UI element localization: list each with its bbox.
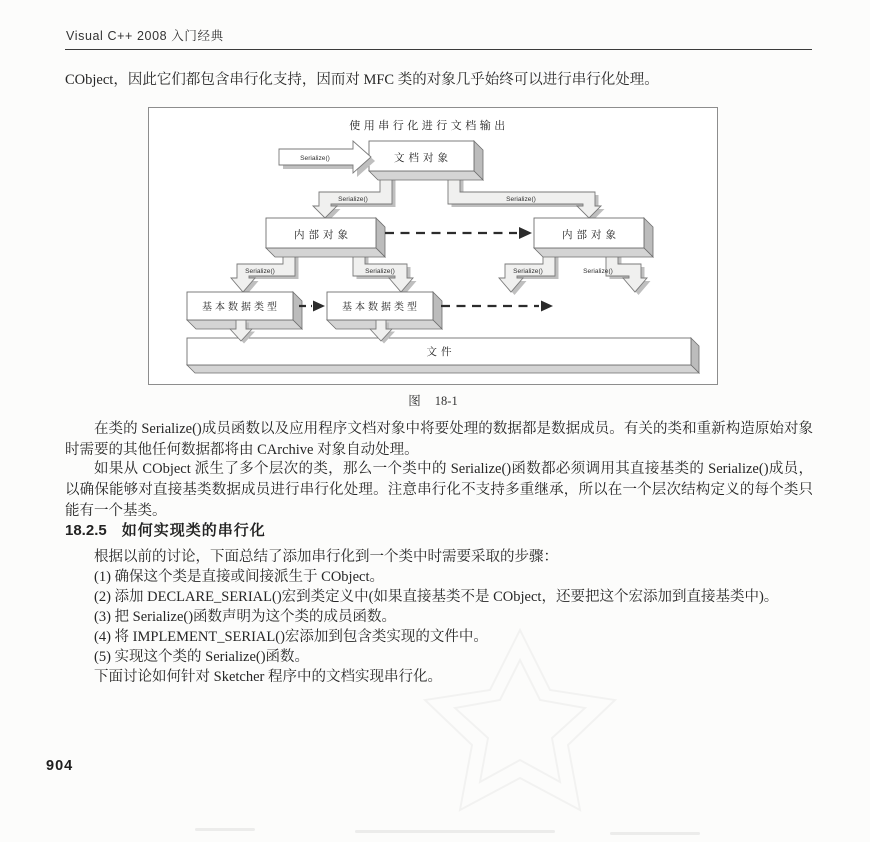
dashed-arrow-basic-mid-continuation: [441, 301, 553, 312]
step-item-5: (5) 实现这个类的 Serialize()函数。: [94, 649, 310, 665]
figure-18-1: [148, 107, 718, 385]
serialize-label: Serialize(): [245, 268, 275, 275]
serialize-label: Serialize(): [583, 268, 613, 275]
node-label: 内部对象: [294, 230, 352, 241]
step-item-4: (4) 将 IMPLEMENT_SERIAL()宏添加到包含类实现的文件中。: [94, 629, 488, 645]
arrow-serialize-into-document: [279, 141, 375, 177]
serialize-label: Serialize(): [338, 196, 368, 203]
node-label: 文件: [426, 347, 456, 358]
node-label: 内部对象: [562, 230, 620, 241]
paragraph-serialize-members: 在类的 Serialize()成员函数以及应用程序文档对象中将要处理的数据都是数据成员。有关的类和重新构造原始对象时需要的其他任何数据都将由 CArchive 对象自动处理。: [65, 421, 813, 458]
section-title: 如何实现类的串行化: [121, 522, 266, 539]
paragraph-cobject-hierarchy: 如果从 CObject 派生了多个层次的类，那么一个类中的 Serialize()函数都必须调用其直接基类的 Serialize()成员，以确保能够对直接基类数据成员进行串行化处理。注意串行化不支持多重继承，所以在一个层次结构定义的每个类只能有一个基类。: [65, 461, 813, 519]
section-heading: [65, 519, 813, 540]
step-item-3: (3) 把 Serialize()函数声明为这个类的成员函数。: [94, 609, 397, 625]
node-label: 文档对象: [394, 153, 452, 164]
figure-title: 使用串行化进行文档输出: [349, 120, 509, 132]
figure-caption: [148, 391, 718, 409]
paragraph-intro: CObject，因此它们都包含串行化支持，因而对 MFC 类的对象几乎始终可以进行串行化处理。: [65, 72, 659, 88]
figure-caption-prefix: 图: [408, 394, 421, 408]
step-item-2: (2) 添加 DECLARE_SERIAL()宏到类定义中(如果直接基类不是 CObject，还要把这个宏添加到直接基类中)。: [94, 589, 779, 605]
dashed-arrow-inner-objects: [385, 227, 532, 239]
header-rule: [65, 49, 812, 50]
serialize-label: Serialize(): [300, 155, 330, 162]
node-file: [187, 338, 699, 373]
node-document-object: [369, 141, 483, 180]
steps-outro: 下面讨论如何针对 Sketcher 程序中的文档实现串行化。: [94, 669, 442, 685]
node-inner-object-left: [266, 218, 385, 257]
step-item-1: (1) 确保这个类是直接或间接派生于 CObject。: [94, 569, 384, 585]
serialize-label: Serialize(): [513, 268, 543, 275]
running-header: Visual C++ 2008 入门经典: [66, 29, 224, 43]
scan-artifact: [355, 830, 555, 833]
steps-intro: 根据以前的讨论，下面总结了添加串行化到一个类中时需要采取的步骤：: [94, 549, 558, 565]
scan-watermark: [400, 620, 640, 820]
page-number: 904: [46, 758, 74, 774]
scan-artifact: [195, 828, 255, 831]
serialize-label: Serialize(): [365, 268, 395, 275]
scan-artifact: [610, 832, 700, 835]
serialize-label: Serialize(): [506, 196, 536, 203]
node-inner-object-right: [534, 218, 653, 257]
serialization-diagram: [149, 108, 717, 384]
section-number: 18.2.5: [65, 522, 107, 539]
node-label: 基本数据类型: [342, 302, 420, 313]
figure-caption-number: 18-1: [434, 394, 458, 408]
node-label: 基本数据类型: [202, 302, 280, 313]
dashed-arrow-basic-left-to-mid: [299, 301, 325, 312]
